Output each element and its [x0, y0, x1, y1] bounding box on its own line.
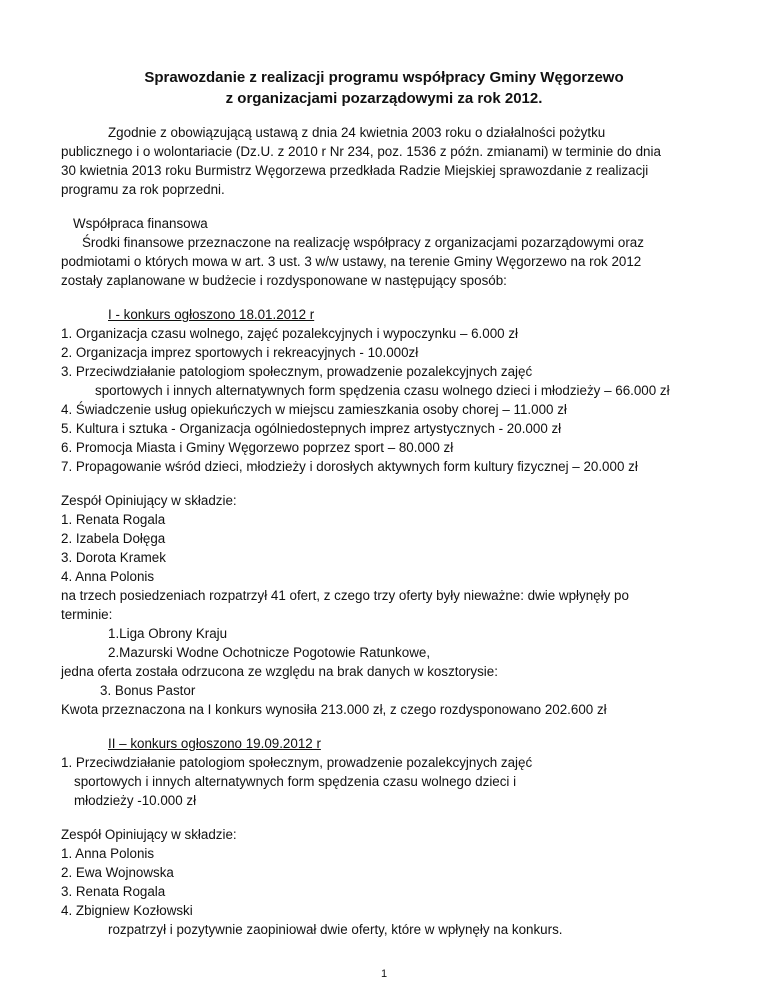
financial-line: podmiotami o których mowa w art. 3 ust. 3 w/w ustawy, na terenie Gminy Węgorzewo na rok 2012	[61, 254, 642, 269]
committee2-member: 2. Ewa Wojnowska	[61, 865, 174, 880]
review-line: na trzech posiedzeniach rozpatrzył 41 ofert, z czego trzy oferty były nieważne: dwie wpłynęły po	[61, 588, 629, 603]
contest2-heading: II – konkurs ogłoszono 19.09.2012 r	[108, 736, 321, 751]
financial-line: Środki finansowe przeznaczone na realizację współpracy z organizacjami pozarządowymi oraz	[82, 235, 644, 250]
committee2-heading: Zespół Opiniujący w składzie:	[61, 827, 237, 842]
late-offer: 2.Mazurski Wodne Ochotnicze Pogotowie Ratunkowe,	[108, 645, 431, 660]
intro-line: 30 kwietnia 2013 roku Burmistrz Węgorzewa przedkłada Radzie Miejskiej sprawozdanie z realizacji	[61, 163, 649, 178]
rejected-line: jedna oferta została odrzucona ze względu na brak danych w kosztorysie:	[61, 664, 498, 679]
financial-line: zostały zaplanowane w budżecie i rozdysponowane w następujący sposób:	[61, 273, 507, 288]
title-line-2: z organizacjami pozarządowymi za rok 2012.	[225, 90, 543, 107]
rejected-offer: 3. Bonus Pastor	[100, 683, 196, 698]
contest1-item: 3. Przeciwdziałanie patologiom społecznym, prowadzenie pozalekcyjnych zajęć	[61, 364, 533, 379]
contest2-item: sportowych i innych alternatywnych form spędzenia czasu wolnego dzieci i	[74, 774, 517, 789]
title-line-1: Sprawozdanie z realizacji programu współpracy Gminy Węgorzewo	[144, 69, 624, 86]
late-offer: 1.Liga Obrony Kraju	[108, 626, 228, 641]
contest1-item: 5. Kultura i sztuka - Organizacja ogólniedostepnych imprez artystycznych - 20.000 zł	[61, 421, 562, 436]
committee1-member: 4. Anna Polonis	[61, 569, 155, 584]
contest1-item: 7. Propagowanie wśród dzieci, młodzieży i dorosłych aktywnych form kultury fizycznej – 20.000 zł	[61, 459, 638, 474]
committee1-member: 3. Dorota Kramek	[61, 550, 166, 565]
contest2-result: rozpatrzył i pozytywnie zaopiniował dwie oferty, które w wpłynęły na konkurs.	[108, 922, 563, 937]
committee1-member: 1. Renata Rogala	[61, 512, 166, 527]
committee2-member: 3. Renata Rogala	[61, 884, 166, 899]
committee2-member: 4. Zbigniew Kozłowski	[61, 903, 193, 918]
intro-line: Zgodnie z obowiązującą ustawą z dnia 24 kwietnia 2003 roku o działalności pożytku	[108, 125, 606, 140]
committee1-heading: Zespół Opiniujący w składzie:	[61, 493, 237, 508]
contest2-item: młodzieży -10.000 zł	[74, 793, 197, 808]
contest1-amount: Kwota przeznaczona na I konkurs wynosiła 213.000 zł, z czego rozdysponowano 202.600 zł	[61, 702, 607, 717]
financial-heading: Współpraca finansowa	[73, 216, 208, 231]
contest1-item: 4. Świadczenie usług opiekuńczych w miejscu zamieszkania osoby chorej – 11.000 zł	[61, 402, 567, 417]
contest1-item: 2. Organizacja imprez sportowych i rekreacyjnych - 10.000zł	[61, 345, 419, 360]
page-number: 1	[380, 968, 388, 980]
review-line: terminie:	[61, 607, 113, 622]
committee2-member: 1. Anna Polonis	[61, 846, 155, 861]
committee1-member: 2. Izabela Dołęga	[61, 531, 166, 546]
contest1-item: 6. Promocja Miasta i Gminy Węgorzewo poprzez sport – 80.000 zł	[61, 440, 454, 455]
intro-line: programu za rok poprzedni.	[61, 182, 225, 197]
intro-line: publicznego i o wolontariacie (Dz.U. z 2010 r Nr 234, poz. 1536 z późn. zmianami) w terminie do dnia	[61, 144, 661, 159]
contest1-heading: I - konkurs ogłoszono 18.01.2012 r	[108, 307, 315, 322]
contest1-item: sportowych i innych alternatywnych form spędzenia czasu wolnego dzieci i młodzieży – 66.000 zł	[95, 383, 670, 398]
contest2-item: 1. Przeciwdziałanie patologiom społecznym, prowadzenie pozalekcyjnych zajęć	[61, 755, 533, 770]
contest1-item: 1. Organizacja czasu wolnego, zajęć pozalekcyjnych i wypoczynku – 6.000 zł	[61, 326, 519, 341]
